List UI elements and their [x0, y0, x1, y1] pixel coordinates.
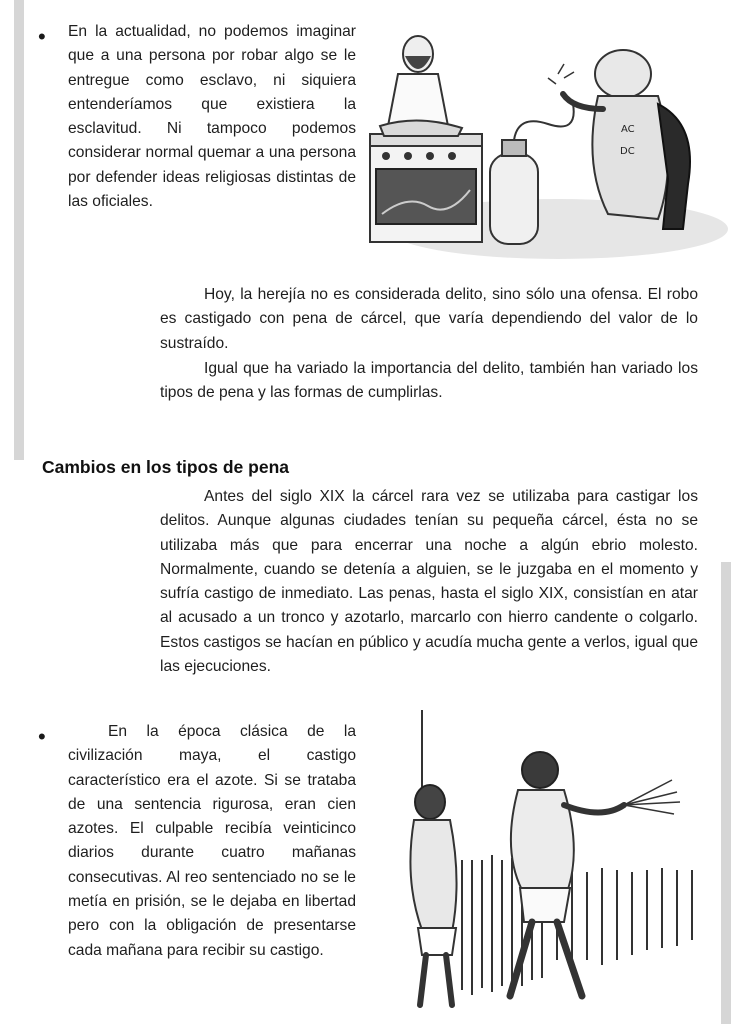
- stove-scene-drawing: [358, 14, 728, 264]
- section-heading: Cambios en los tipos de pena: [42, 457, 289, 477]
- arm-tattoo-dc: DC: [620, 146, 635, 157]
- right-margin-bar: [721, 562, 731, 1024]
- maya-paragraph: En la época clásica de la civilización maya, el castigo característico era el azote. Si se trataba de una sentencia rigurosa, eran cien azotes. El culpable recibía veinticinco diarios durante cuatro mañanas consecutivas. Al reo sentenciado no se le metía en prisión, se le dejaba en libertad pero con la obligación de presentarse cada mañana para recibir su castigo.: [68, 723, 356, 959]
- flogging-scene-drawing: [392, 710, 712, 1016]
- pena-variation-paragraph: Igual que ha variado la importancia del delito, también han variado los tipos de pena y las formas de cumplirlas.: [160, 360, 698, 402]
- bullet-marker: •: [38, 724, 46, 749]
- carcel-history-paragraph: Antes del siglo XIX la cárcel rara vez se utilizaba para castigar los delitos. Aunque algunas ciudades tenían su pequeña cárcel, ésta no se utilizaba más que para encerrar una noche a algún ebrio molesto. Normalmente, cuando se detenía a alguien, se le juzgaba en el momento y sufría castigo de inmediato. Las penas, hasta el siglo XIX, consistían en atar al acusado a un tronco y azotarlo, marcarlo con hierro candente o colgarlo. Estos castigos se hacían en público y acudía mucha gente a verlos, igual que las ejecuciones.: [160, 488, 698, 676]
- left-margin-bar: [14, 0, 24, 460]
- arm-tattoo-ac: AC: [621, 124, 635, 135]
- intro-paragraph: En la actualidad, no podemos imaginar que a una persona por robar algo se le entregue como esclavo, ni siquiera entenderíamos que existiera la esclavitud. Ni tampoco podemos considerar normal quemar a una persona por defender ideas religiosas distintas de las oficiales.: [68, 23, 356, 211]
- illustration-stove-and-gas-tank: [358, 14, 728, 264]
- bullet-marker: •: [38, 24, 46, 49]
- herejia-paragraph: Hoy, la herejía no es considerada delito, sino sólo una ofensa. El robo es castigado con pena de cárcel, que varía dependiendo del valor de lo sustraído.: [160, 286, 698, 352]
- illustration-maya-flogging: [392, 710, 712, 1016]
